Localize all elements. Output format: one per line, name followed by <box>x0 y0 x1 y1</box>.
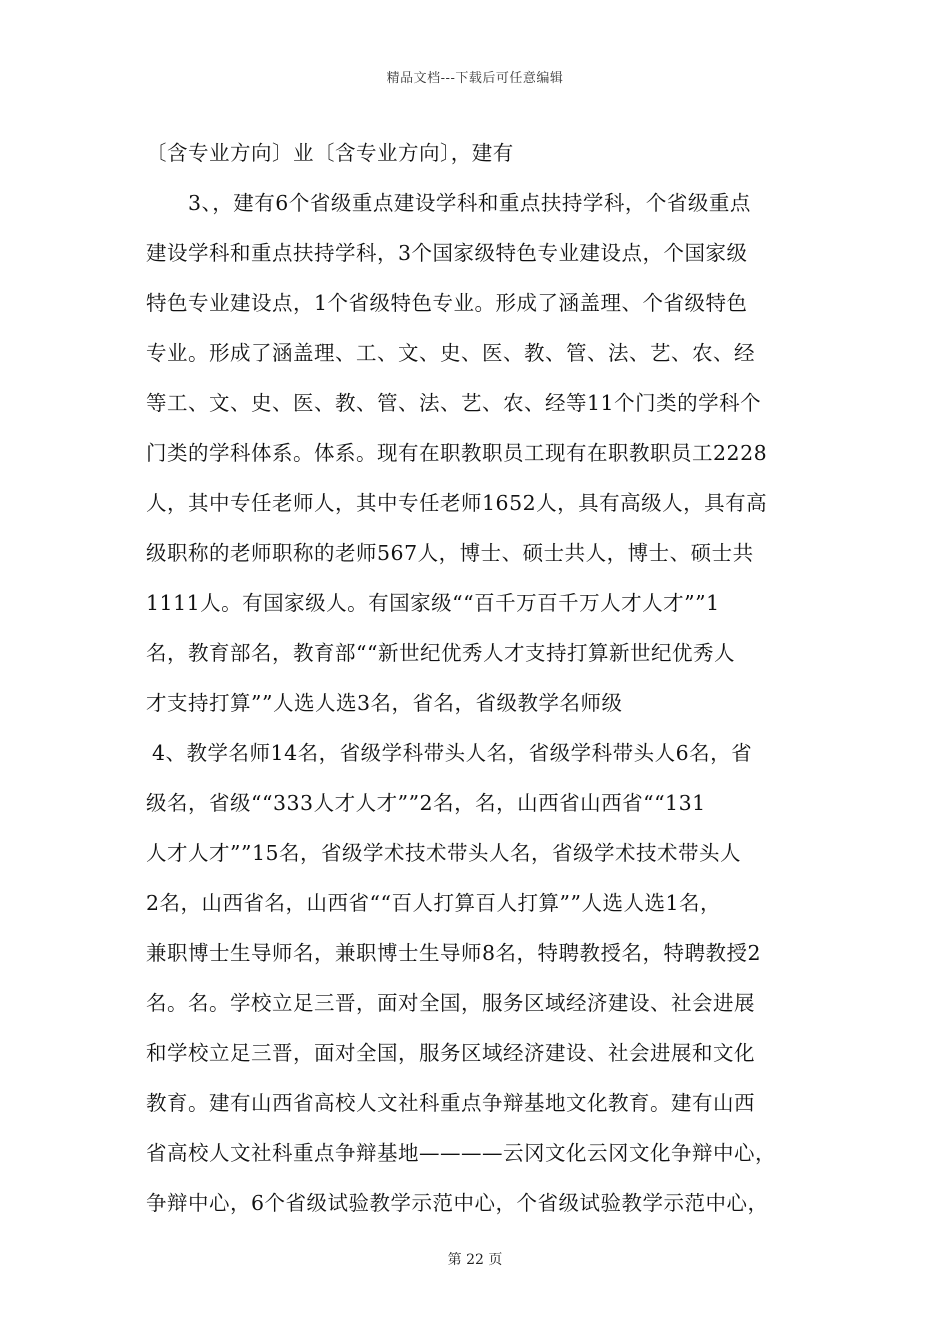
text-line: 兼职博士生导师名，兼职博士生导师8名，特聘教授名，特聘教授2 <box>146 941 762 965</box>
text-line: 等工、文、史、医、教、管、法、艺、农、经等11个门类的学科个 <box>146 391 762 415</box>
text-line: 名，教育部名，教育部““新世纪优秀人才支持打算新世纪优秀人 <box>146 641 735 665</box>
text-line: 争辩中心，6个省级试验教学示范中心，个省级试验教学示范中心， <box>146 1191 769 1215</box>
text-line: 人，其中专任老师人，其中专任老师1652人，具有高级人，具有高 <box>146 491 768 515</box>
text-line: 名。名。学校立足三晋，面对全国，服务区域经济建设、社会进展 <box>146 991 755 1015</box>
text-line: 门类的学科体系。体系。现有在职教职员工现有在职教职员工2228 <box>146 441 768 465</box>
text-line: 3、，建有6个省级重点建设学科和重点扶持学科，个省级重点 <box>188 191 751 215</box>
text-line: 级职称的老师职称的老师567人，博士、硕士共人，博士、硕士共 <box>146 541 754 565</box>
text-line: 省高校人文社科重点争辩基地————云冈文化云冈文化争辩中心， <box>146 1141 776 1165</box>
body-text <box>146 128 826 1228</box>
text-line: 〔含专业方向〕业〔含专业方向〕，建有 <box>146 141 514 165</box>
text-line: 和学校立足三晋，面对全国，服务区域经济建设、社会进展和文化 <box>146 1041 755 1065</box>
text-line: 1111人。有国家级人。有国家级““百千万百千万人才人才””1 <box>146 591 720 615</box>
text-line: 2名，山西省名，山西省““百人打算百人打算””人选人选1名， <box>146 891 722 915</box>
page-number: 第 22 页 <box>447 1252 503 1268</box>
text-line: 4、教学名师14名，省级学科带头人名，省级学科带头人6名，省 <box>152 741 753 765</box>
text-line: 专业。形成了涵盖理、工、文、史、医、教、管、法、艺、农、经 <box>146 341 755 365</box>
text-line: 特色专业建设点，1个省级特色专业。形成了涵盖理、个省级特色 <box>146 291 748 315</box>
text-line: 才支持打算””人选人选3名，省名，省级教学名师级 <box>146 691 623 715</box>
text-line: 建设学科和重点扶持学科，3个国家级特色专业建设点，个国家级 <box>146 241 748 265</box>
text-line: 级名，省级““333人才人才””2名，名，山西省山西省““131 <box>146 791 706 815</box>
page-header: 精品文档---下载后可任意编辑 <box>386 71 564 86</box>
text-line: 教育。建有山西省高校人文社科重点争辩基地文化教育。建有山西 <box>146 1091 755 1115</box>
text-line: 人才人才””15名，省级学术技术带头人名，省级学术技术带头人 <box>146 841 742 865</box>
